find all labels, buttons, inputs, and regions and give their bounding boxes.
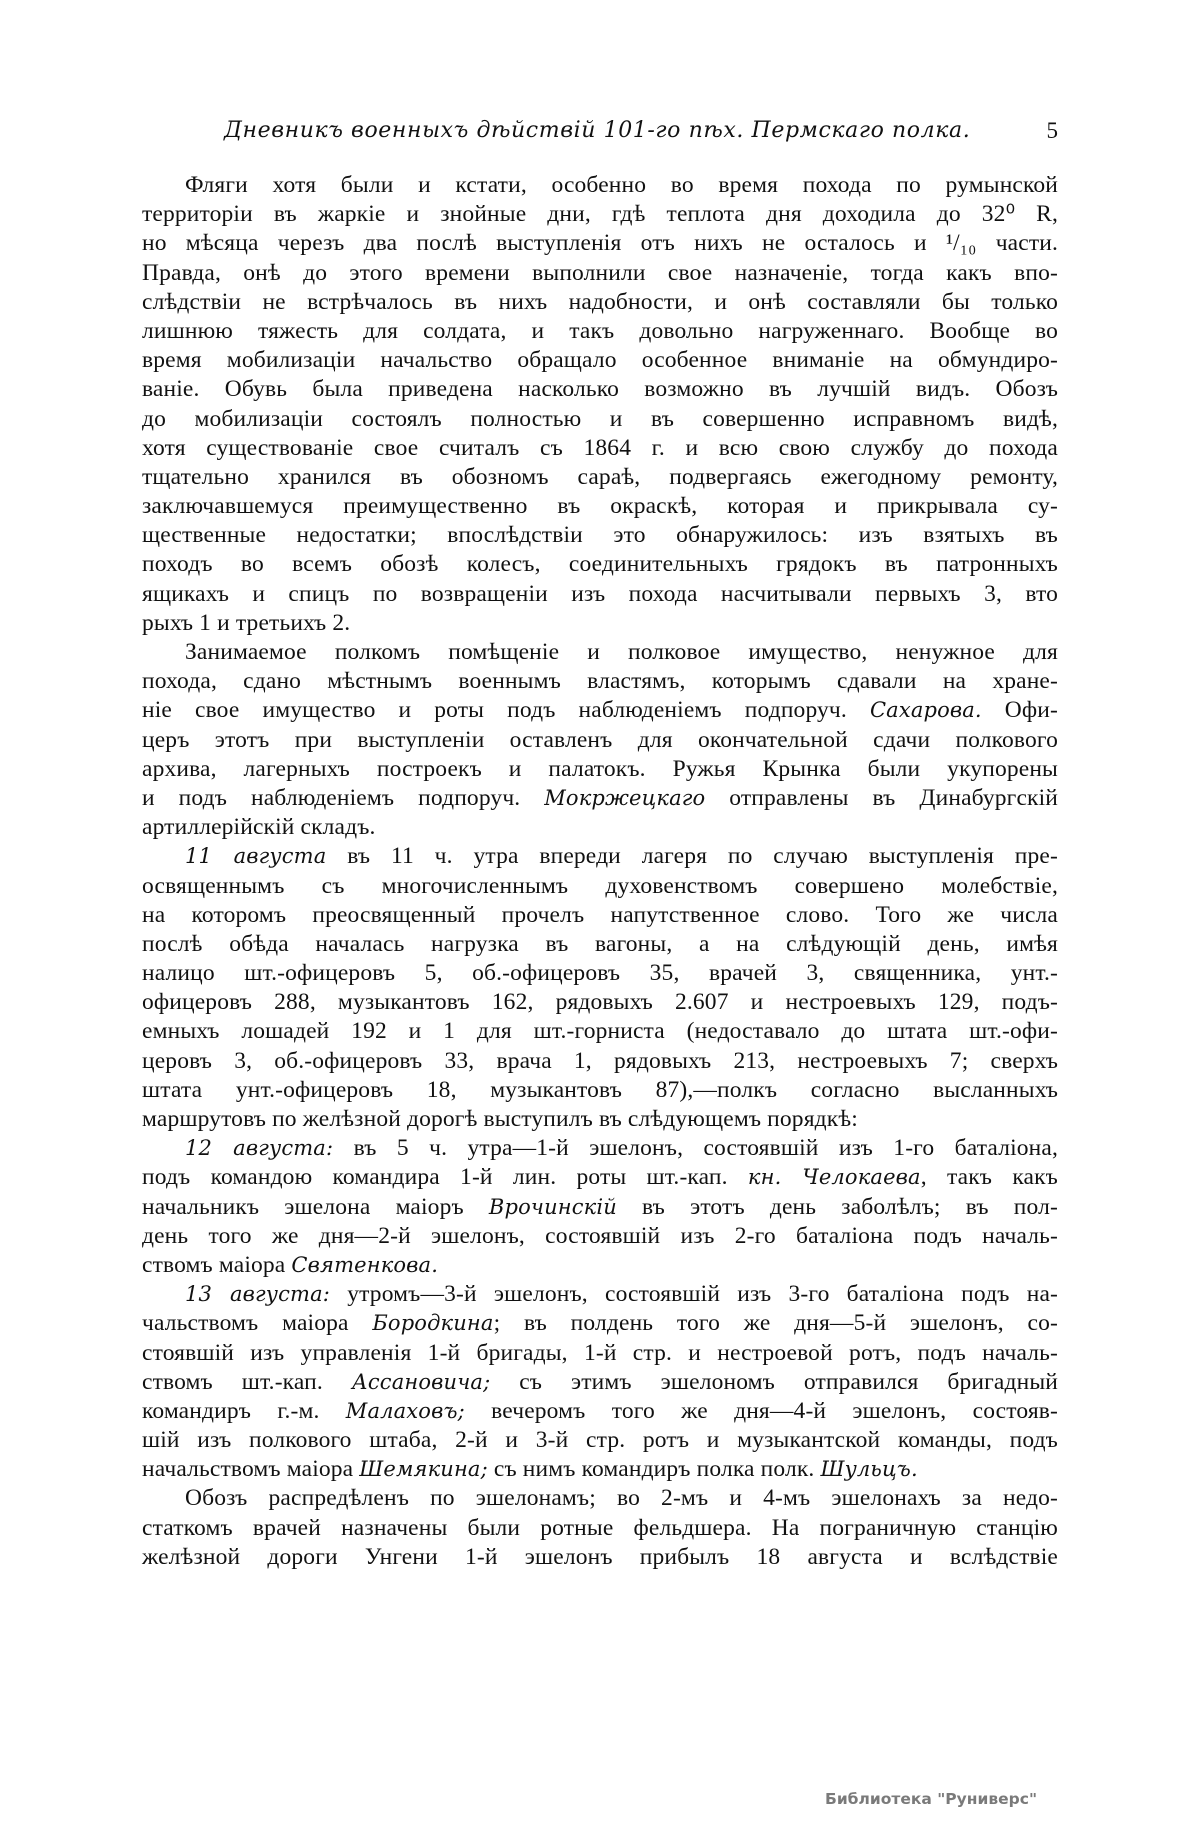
text-line: архива, лагерныхъ построекъ и палатокъ. Ружья Крынка были укупорены <box>142 755 1058 782</box>
text-line: походъ во всемъ обозѣ колесъ, соединительныхъ грядокъ въ патронныхъ <box>142 551 1058 578</box>
text-line: начальствомъ маіора Шемякина; съ нимъ командиръ полка полк. Шульцъ. <box>142 1456 918 1483</box>
text-line: и подъ наблюденіемъ подпоруч. Мокржецкаго отправлены въ Динабургскій <box>142 784 1059 811</box>
text-line: территоріи въ жаркіе и знойные дни, гдѣ теплота дня доходила до 32⁰ R, <box>142 201 1058 228</box>
text-line: налицо шт.-офицеровъ 5, об.-офицеровъ 35, врачей 3, священника, унт.- <box>142 960 1058 987</box>
text-line: ніе свое имущество и роты подъ наблюденіемъ подпоруч. Сахарова. Офи- <box>142 697 1058 724</box>
text-line: ящикахъ и спицъ по возвращеніи изъ похода насчитывали первыхъ 3, вто <box>142 580 1058 607</box>
paragraph <box>142 1280 1058 1484</box>
italic-name: Бородкина <box>372 1311 494 1336</box>
text-line: слѣдствіи не встрѣчалось въ нихъ надобности, и онѣ составляли бы только <box>142 288 1058 315</box>
text-line: 13 августа: утромъ—3-й эшелонъ, состоявшій изъ 3-го баталіона подъ на- <box>185 1281 1058 1308</box>
text-line: до мобилизаціи состоялъ полностью и въ совершенно исправномъ видѣ, <box>142 405 1058 432</box>
text-line: лишнюю тяжесть для солдата, и такъ довольно нагруженнаго. Вообще во <box>142 317 1058 344</box>
page-number: 5 <box>1046 118 1058 143</box>
italic-name: Мокржецкаго <box>544 785 706 810</box>
text-line: щественные недостатки; впослѣдствіи это обнаружилось: изъ взятыхъ въ <box>142 522 1058 549</box>
text-line: офицеровъ 288, музыкантовъ 162, рядовыхъ 2.607 и нестроевыхъ 129, подъ- <box>142 989 1058 1016</box>
italic-name: Святенкова. <box>291 1252 439 1277</box>
text-line: послѣ обѣда началась нагрузка въ вагоны, а на слѣдующій день, имѣя <box>142 930 1058 957</box>
text-line: Правда, онѣ до этого времени выполнили свое назначеніе, тогда какъ впо- <box>142 259 1058 286</box>
text-line: ваніе. Обувь была приведена насколько возможно въ лучшій видъ. Обозъ <box>142 376 1058 403</box>
text-line: емныхъ лошадей 192 и 1 для шт.-горниста (недоставало до штата шт.-офи- <box>142 1018 1058 1045</box>
text-line: ствомъ маіора Святенкова. <box>142 1251 439 1278</box>
text-line: артиллерійскій складъ. <box>142 814 376 841</box>
text-line: маршрутовъ по желѣзной дорогѣ выступилъ въ слѣдующемъ порядкѣ: <box>142 1106 858 1132</box>
italic-name: 11 августа <box>185 844 327 869</box>
paragraph <box>142 842 1058 1134</box>
text-line: командиръ г.-м. Малаховъ; вечеромъ того же дня—4-й эшелонъ, состояв- <box>142 1397 1058 1424</box>
text-line: ствомъ шт.-кап. Ассановича; съ этимъ эшелономъ отправился бригадный <box>142 1368 1059 1395</box>
text-line: желѣзной дороги Унгени 1-й эшелонъ прибылъ 18 августа и вслѣдствіе <box>142 1543 1058 1570</box>
italic-name: Врочинскій <box>488 1194 617 1219</box>
body-text <box>142 171 1058 1572</box>
text-line: рыхъ 1 и третьихъ 2. <box>142 609 351 636</box>
text-line: похода, сдано мѣстнымъ военнымъ властямъ, которымъ сдавали на хране- <box>142 668 1058 695</box>
paragraph <box>142 1484 1058 1572</box>
library-watermark: Библиотека "Руниверс" <box>825 1790 1038 1808</box>
italic-name: Ассановича; <box>351 1369 491 1394</box>
italic-name: 12 августа: <box>185 1136 334 1161</box>
italic-name: Шульцъ. <box>820 1457 918 1482</box>
text-line: тщательно хранился въ обозномъ сараѣ, подвергаясь ежегодному ремонту, <box>142 463 1058 490</box>
text-line: 12 августа: въ 5 ч. утра—1-й эшелонъ, состоявшій изъ 1-го баталіона, <box>185 1135 1059 1162</box>
italic-name: 13 августа: <box>185 1282 331 1307</box>
text-line: штата унт.-офицеровъ 18, музыкантовъ 87),—полкъ согласно высланныхъ <box>142 1076 1058 1103</box>
text-line: шій изъ полкового штаба, 2-й и 3-й стр. ротъ и музыкантской команды, подъ <box>142 1427 1058 1454</box>
italic-name: Малаховъ; <box>345 1398 465 1423</box>
text-line: время мобилизаціи начальство обращало особенное вниманіе на обмундиро- <box>142 347 1058 374</box>
text-line: день того же дня—2-й эшелонъ, состоявшій изъ 2-го баталіона подъ началь- <box>142 1222 1058 1249</box>
text-line: но мѣсяца черезъ два послѣ выступленія отъ нихъ не осталось и ¹/₁₀ части. <box>142 230 1058 257</box>
running-header <box>142 118 1058 148</box>
text-line: хотя существованіе свое считалъ съ 1864 г. и всю свою службу до похода <box>142 434 1058 461</box>
text-line: начальникъ эшелона маіоръ Врочинскій въ этотъ день заболѣлъ; въ пол- <box>142 1193 1058 1220</box>
paragraph <box>142 1134 1058 1280</box>
italic-name: Шемякина; <box>359 1457 488 1482</box>
text-line: Фляги хотя были и кстати, особенно во время похода по румынской <box>185 172 1058 198</box>
text-line: стоявшій изъ управленія 1-й бригады, 1-й стр. и нестроевой ротъ, подъ началь- <box>142 1339 1058 1366</box>
text-line: Занимаемое полкомъ помѣщеніе и полковое имущество, ненужное для <box>185 639 1058 665</box>
text-line: на которомъ преосвященный прочелъ напутственное слово. Того же числа <box>142 901 1058 928</box>
paragraph <box>142 171 1058 638</box>
italic-name: кн. Челокаева <box>747 1165 921 1190</box>
text-line: заключавшемуся преимущественно въ окраскѣ, которая и прикрывала су- <box>142 493 1058 520</box>
running-title: Дневникъ военныхъ дѣйствій 101-го пѣх. Пермскаго полка. <box>224 118 971 143</box>
text-line: церовъ 3, об.-офицеровъ 33, врача 1, рядовыхъ 213, нестроевыхъ 7; сверхъ <box>142 1047 1058 1074</box>
text-line: подъ командою командира 1-й лин. роты шт.-кап. кн. Челокаева, такъ какъ <box>142 1164 1058 1191</box>
text-line: 11 августа въ 11 ч. утра впереди лагеря по случаю выступленія пре- <box>185 843 1058 870</box>
text-line: освященнымъ съ многочисленнымъ духовенствомъ совершено молебствіе, <box>142 872 1058 899</box>
text-line: статкомъ врачей назначены были ротные фельдшера. На пограничную станцію <box>142 1514 1058 1541</box>
italic-name: Сахарова. <box>869 698 982 723</box>
text-line: церъ этотъ при выступленіи оставленъ для окончательной сдачи полкового <box>142 726 1058 753</box>
text-line: Обозъ распредѣленъ по эшелонамъ; во 2-мъ и 4-мъ эшелонахъ за недо- <box>185 1485 1058 1512</box>
text-line: чальствомъ маіора Бородкина; въ полдень того же дня—5-й эшелонъ, со- <box>142 1310 1058 1337</box>
paragraph <box>142 638 1058 842</box>
